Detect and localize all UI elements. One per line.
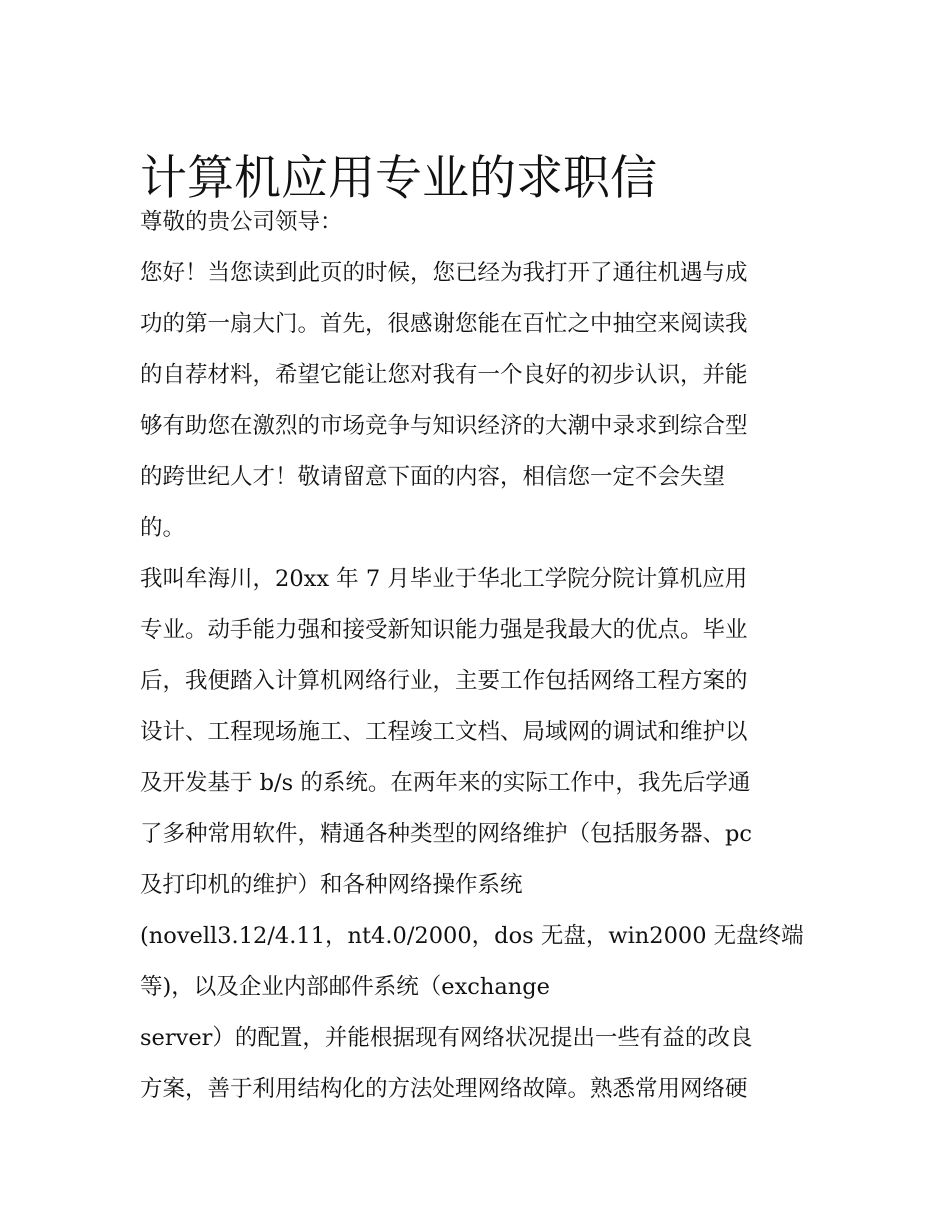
body-line: server）的配置，并能根据现有网络状况提出一些有益的改良 bbox=[140, 1025, 753, 1051]
body-line: 够有助您在激烈的市场竞争与知识经济的大潮中录求到综合型 bbox=[140, 413, 748, 439]
body-line: 后，我便踏入计算机网络行业，主要工作包括网络工程方案的 bbox=[140, 668, 748, 694]
body-line: 方案，善于利用结构化的方法处理网络故障。熟悉常用网络硬 bbox=[140, 1076, 748, 1102]
document-title: 计算机应用专业的求职信 bbox=[140, 151, 657, 207]
greeting-line: 尊敬的贵公司领导： bbox=[140, 209, 343, 235]
body-line: 等)，以及企业内部邮件系统（exchange bbox=[140, 974, 550, 1000]
body-line: 了多种常用软件，精通各种类型的网络维护（包括服务器、pc bbox=[140, 821, 753, 847]
body-line: (novell3.12/4.11，nt4.0/2000，dos 无盘，win2000 无盘终端 bbox=[140, 923, 804, 949]
body-line: 设计、工程现场施工、工程竣工文档、局域网的调试和维护以 bbox=[140, 719, 748, 745]
body-line: 您好！当您读到此页的时候，您已经为我打开了通往机遇与成 bbox=[140, 260, 748, 286]
body-line: 的。 bbox=[140, 515, 186, 541]
body-line: 的跨世纪人才！敬请留意下面的内容，相信您一定不会失望 bbox=[140, 464, 726, 490]
body-line: 功的第一扇大门。首先，很感谢您能在百忙之中抽空来阅读我 bbox=[140, 311, 748, 337]
body-line: 及打印机的维护）和各种网络操作系统 bbox=[140, 872, 523, 898]
body-line: 的自荐材料，希望它能让您对我有一个良好的初步认识，并能 bbox=[140, 362, 748, 388]
body-line: 专业。动手能力强和接受新知识能力强是我最大的优点。毕业 bbox=[140, 617, 748, 643]
body-line: 及开发基于 b/s 的系统。在两年来的实际工作中，我先后学通 bbox=[140, 770, 751, 796]
body-line: 我叫牟海川，20xx 年 7 月毕业于华北工学院分院计算机应用 bbox=[140, 566, 748, 592]
